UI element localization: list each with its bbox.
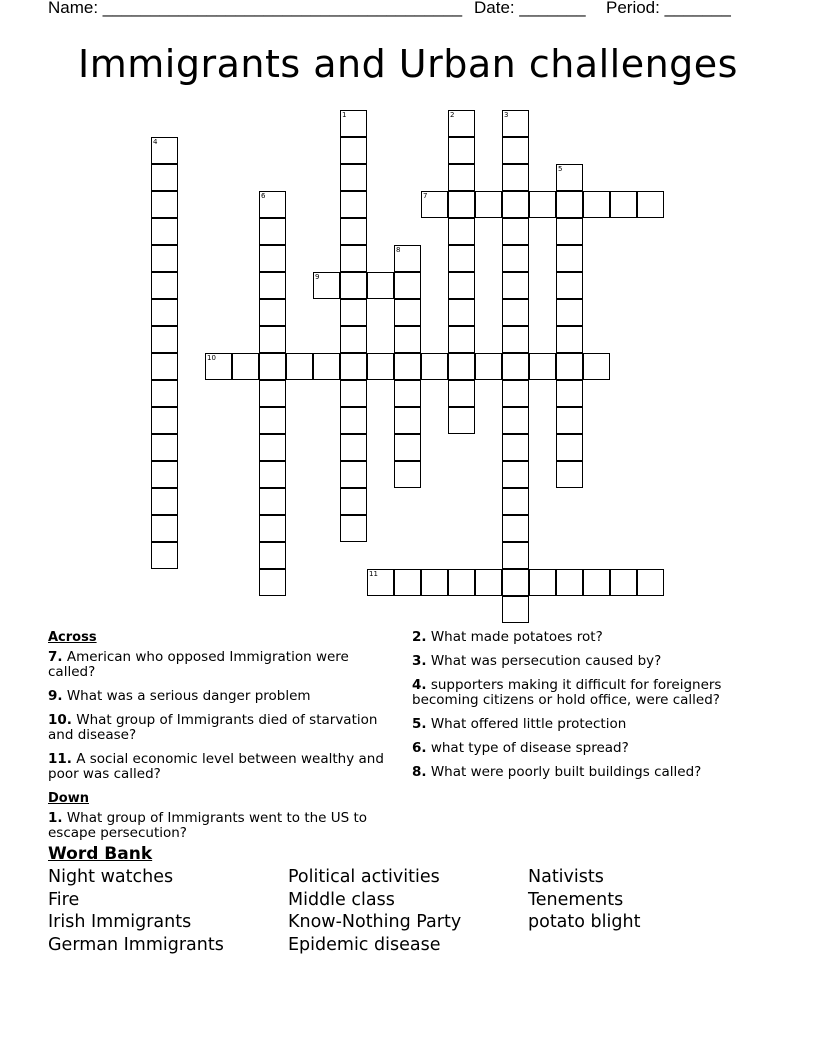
- crossword-clue-number: 1: [342, 111, 347, 119]
- crossword-cell[interactable]: [259, 245, 286, 272]
- crossword-cell[interactable]: [502, 353, 529, 380]
- crossword-cell[interactable]: [556, 164, 583, 191]
- clue-down-5: 5. What offered little protection: [412, 716, 627, 732]
- crossword-cell[interactable]: [259, 407, 286, 434]
- word-bank-item: Night watches: [48, 867, 174, 887]
- crossword-cell[interactable]: [367, 272, 394, 299]
- word-bank-column-2: [288, 866, 461, 957]
- crossword-cell[interactable]: [394, 569, 421, 596]
- crossword-cell[interactable]: [340, 245, 367, 272]
- crossword-cell[interactable]: [340, 218, 367, 245]
- crossword-cell[interactable]: [394, 299, 421, 326]
- crossword-cell[interactable]: [502, 488, 529, 515]
- crossword-cell[interactable]: [448, 110, 475, 137]
- crossword-cell[interactable]: [151, 218, 178, 245]
- crossword-clue-number: 9: [315, 273, 320, 281]
- crossword-clue-number: 5: [558, 165, 563, 173]
- crossword-cell[interactable]: [502, 218, 529, 245]
- crossword-cell[interactable]: [151, 434, 178, 461]
- crossword-cell[interactable]: [448, 407, 475, 434]
- crossword-cell[interactable]: [529, 569, 556, 596]
- clues-left-column: [48, 630, 393, 850]
- crossword-cell[interactable]: [340, 515, 367, 542]
- word-bank-item: Fire: [48, 889, 80, 910]
- crossword-cell[interactable]: [394, 326, 421, 353]
- crossword-cell[interactable]: [637, 191, 664, 218]
- crossword-cell[interactable]: [151, 461, 178, 488]
- crossword-cell[interactable]: [502, 191, 529, 218]
- crossword-cell[interactable]: [448, 164, 475, 191]
- crossword-cell[interactable]: [151, 272, 178, 299]
- clue-across-9: 9. What was a serious danger problem: [48, 688, 311, 704]
- crossword-cell[interactable]: [448, 326, 475, 353]
- crossword-cell[interactable]: [448, 353, 475, 380]
- crossword-cell[interactable]: [259, 488, 286, 515]
- crossword-cell[interactable]: [340, 461, 367, 488]
- crossword-cell[interactable]: [259, 353, 286, 380]
- clue-across-11: 11. A social economic level between wealthy and poor was called?: [48, 751, 384, 782]
- crossword-cell[interactable]: [502, 326, 529, 353]
- crossword-cell[interactable]: [340, 110, 367, 137]
- crossword-cell[interactable]: [529, 353, 556, 380]
- word-bank-item: Tenements: [528, 889, 624, 910]
- crossword-cell[interactable]: [259, 191, 286, 218]
- crossword-cell[interactable]: [502, 164, 529, 191]
- date-field-label: Date: _______: [474, 0, 586, 17]
- crossword-clue-number: 8: [396, 246, 401, 254]
- crossword-cell[interactable]: [502, 434, 529, 461]
- crossword-cell[interactable]: [151, 299, 178, 326]
- word-bank-item: Epidemic disease: [288, 935, 441, 956]
- crossword-cell[interactable]: [556, 380, 583, 407]
- crossword-cell[interactable]: [394, 245, 421, 272]
- crossword-cell[interactable]: [340, 380, 367, 407]
- crossword-cell[interactable]: [556, 272, 583, 299]
- clues-right-column: [412, 630, 762, 789]
- crossword-cell[interactable]: [502, 245, 529, 272]
- crossword-cell[interactable]: [529, 191, 556, 218]
- crossword-cell[interactable]: [394, 407, 421, 434]
- crossword-cell[interactable]: [475, 353, 502, 380]
- crossword-cell[interactable]: [394, 380, 421, 407]
- crossword-cell[interactable]: [232, 353, 259, 380]
- crossword-cell[interactable]: [448, 299, 475, 326]
- crossword-cell[interactable]: [556, 218, 583, 245]
- crossword-cell[interactable]: [151, 326, 178, 353]
- crossword-cell[interactable]: [151, 542, 178, 569]
- crossword-cell[interactable]: [448, 245, 475, 272]
- crossword-clue-number: 3: [504, 111, 509, 119]
- crossword-cell[interactable]: [421, 191, 448, 218]
- crossword-cell[interactable]: [394, 272, 421, 299]
- crossword-cell[interactable]: [583, 569, 610, 596]
- word-bank-item: Political activities: [288, 867, 440, 887]
- crossword-cell[interactable]: [340, 299, 367, 326]
- crossword-cell[interactable]: [151, 245, 178, 272]
- word-bank-item: Know-Nothing Party: [288, 912, 462, 933]
- clue-across-7: 7. American who opposed Immigration were called?: [48, 649, 349, 680]
- crossword-cell[interactable]: [556, 326, 583, 353]
- page-title: Immigrants and Urban challenges: [78, 42, 738, 86]
- crossword-cell[interactable]: [556, 407, 583, 434]
- crossword-cell[interactable]: [151, 380, 178, 407]
- crossword-cell[interactable]: [151, 407, 178, 434]
- crossword-cell[interactable]: [340, 272, 367, 299]
- clue-down-3: 3. What was persecution caused by?: [412, 653, 662, 669]
- crossword-cell[interactable]: [637, 569, 664, 596]
- crossword-clue-number: 7: [423, 192, 428, 200]
- down-heading: Down: [48, 791, 89, 806]
- crossword-cell[interactable]: [556, 434, 583, 461]
- crossword-cell[interactable]: [286, 353, 313, 380]
- clue-down-2: 2. What made potatoes rot?: [412, 629, 603, 645]
- word-bank-title: Word Bank: [48, 844, 153, 864]
- clue-across-10: 10. What group of Immigrants died of starvation and disease?: [48, 712, 378, 743]
- word-bank-item: Irish Immigrants: [48, 912, 192, 933]
- crossword-cell[interactable]: [502, 137, 529, 164]
- crossword-clue-number: 10: [207, 354, 216, 362]
- crossword-cell[interactable]: [259, 569, 286, 596]
- crossword-cell[interactable]: [259, 326, 286, 353]
- crossword-cell[interactable]: [340, 191, 367, 218]
- crossword-cell[interactable]: [151, 488, 178, 515]
- crossword-cell[interactable]: [340, 164, 367, 191]
- word-bank-item: German Immigrants: [48, 935, 224, 956]
- crossword-cell[interactable]: [448, 137, 475, 164]
- crossword-cell[interactable]: [502, 596, 529, 623]
- crossword-cell[interactable]: [151, 353, 178, 380]
- crossword-cell[interactable]: [259, 434, 286, 461]
- crossword-cell[interactable]: [340, 137, 367, 164]
- crossword-cell[interactable]: [205, 353, 232, 380]
- crossword-cell[interactable]: [367, 353, 394, 380]
- crossword-cell[interactable]: [394, 461, 421, 488]
- crossword-cell[interactable]: [259, 272, 286, 299]
- crossword-cell[interactable]: [502, 110, 529, 137]
- word-bank-item: Middle class: [288, 889, 395, 910]
- crossword-cell[interactable]: [313, 272, 340, 299]
- crossword-cell[interactable]: [340, 353, 367, 380]
- crossword-cell[interactable]: [340, 326, 367, 353]
- crossword-clue-number: 2: [450, 111, 455, 119]
- crossword-cell[interactable]: [448, 380, 475, 407]
- crossword-cell[interactable]: [556, 191, 583, 218]
- crossword-cell[interactable]: [259, 515, 286, 542]
- crossword-cell[interactable]: [502, 299, 529, 326]
- crossword-cell[interactable]: [448, 569, 475, 596]
- name-field-label: Name: ______________________________________: [48, 0, 463, 17]
- crossword-cell[interactable]: [340, 407, 367, 434]
- crossword-cell[interactable]: [502, 380, 529, 407]
- crossword-cell[interactable]: [151, 515, 178, 542]
- word-bank-column-3: [528, 866, 640, 934]
- word-bank-item: Nativists: [528, 867, 604, 887]
- word-bank-column-1: [48, 866, 224, 957]
- crossword-cell[interactable]: [502, 569, 529, 596]
- crossword-cell[interactable]: [367, 569, 394, 596]
- crossword-cell[interactable]: [448, 191, 475, 218]
- crossword-cell[interactable]: [502, 515, 529, 542]
- crossword-clue-number: 6: [261, 192, 266, 200]
- crossword-cell[interactable]: [340, 434, 367, 461]
- clue-down-6: 6. what type of disease spread?: [412, 740, 629, 756]
- clue-down-1: 1. What group of Immigrants went to the US to escape persecution?: [48, 810, 368, 841]
- crossword-cell[interactable]: [151, 137, 178, 164]
- crossword-cell[interactable]: [448, 218, 475, 245]
- crossword-cell[interactable]: [556, 299, 583, 326]
- crossword-cell[interactable]: [421, 353, 448, 380]
- crossword-cell[interactable]: [340, 488, 367, 515]
- crossword-cell[interactable]: [475, 191, 502, 218]
- crossword-cell[interactable]: [583, 353, 610, 380]
- crossword-clue-number: 4: [153, 138, 158, 146]
- crossword-cell[interactable]: [394, 353, 421, 380]
- crossword-cell[interactable]: [151, 191, 178, 218]
- across-heading: Across: [48, 630, 97, 645]
- crossword-cell[interactable]: [556, 569, 583, 596]
- crossword-cell[interactable]: [475, 569, 502, 596]
- crossword-cell[interactable]: [151, 164, 178, 191]
- crossword-cell[interactable]: [259, 461, 286, 488]
- clue-down-8: 8. What were poorly built buildings called?: [412, 764, 702, 780]
- crossword-cell[interactable]: [610, 191, 637, 218]
- crossword-cell[interactable]: [502, 461, 529, 488]
- crossword-cell[interactable]: [421, 569, 448, 596]
- crossword-cell[interactable]: [502, 407, 529, 434]
- crossword-cell[interactable]: [556, 461, 583, 488]
- word-bank-item: potato blight: [528, 912, 641, 933]
- crossword-cell[interactable]: [259, 218, 286, 245]
- crossword-cell[interactable]: [448, 272, 475, 299]
- crossword-cell[interactable]: [259, 380, 286, 407]
- crossword-cell[interactable]: [502, 542, 529, 569]
- crossword-cell[interactable]: [313, 353, 340, 380]
- crossword-cell[interactable]: [502, 272, 529, 299]
- crossword-cell[interactable]: [610, 569, 637, 596]
- crossword-cell[interactable]: [556, 245, 583, 272]
- crossword-cell[interactable]: [259, 299, 286, 326]
- period-field-label: Period: _______: [606, 0, 731, 17]
- crossword-clue-number: 11: [369, 570, 378, 578]
- crossword-cell[interactable]: [583, 191, 610, 218]
- crossword-cell[interactable]: [259, 542, 286, 569]
- clue-down-4: 4. supporters making it difficult for foreigners becoming citizens or hold office, were called?: [412, 677, 722, 708]
- crossword-cell[interactable]: [556, 353, 583, 380]
- crossword-cell[interactable]: [394, 434, 421, 461]
